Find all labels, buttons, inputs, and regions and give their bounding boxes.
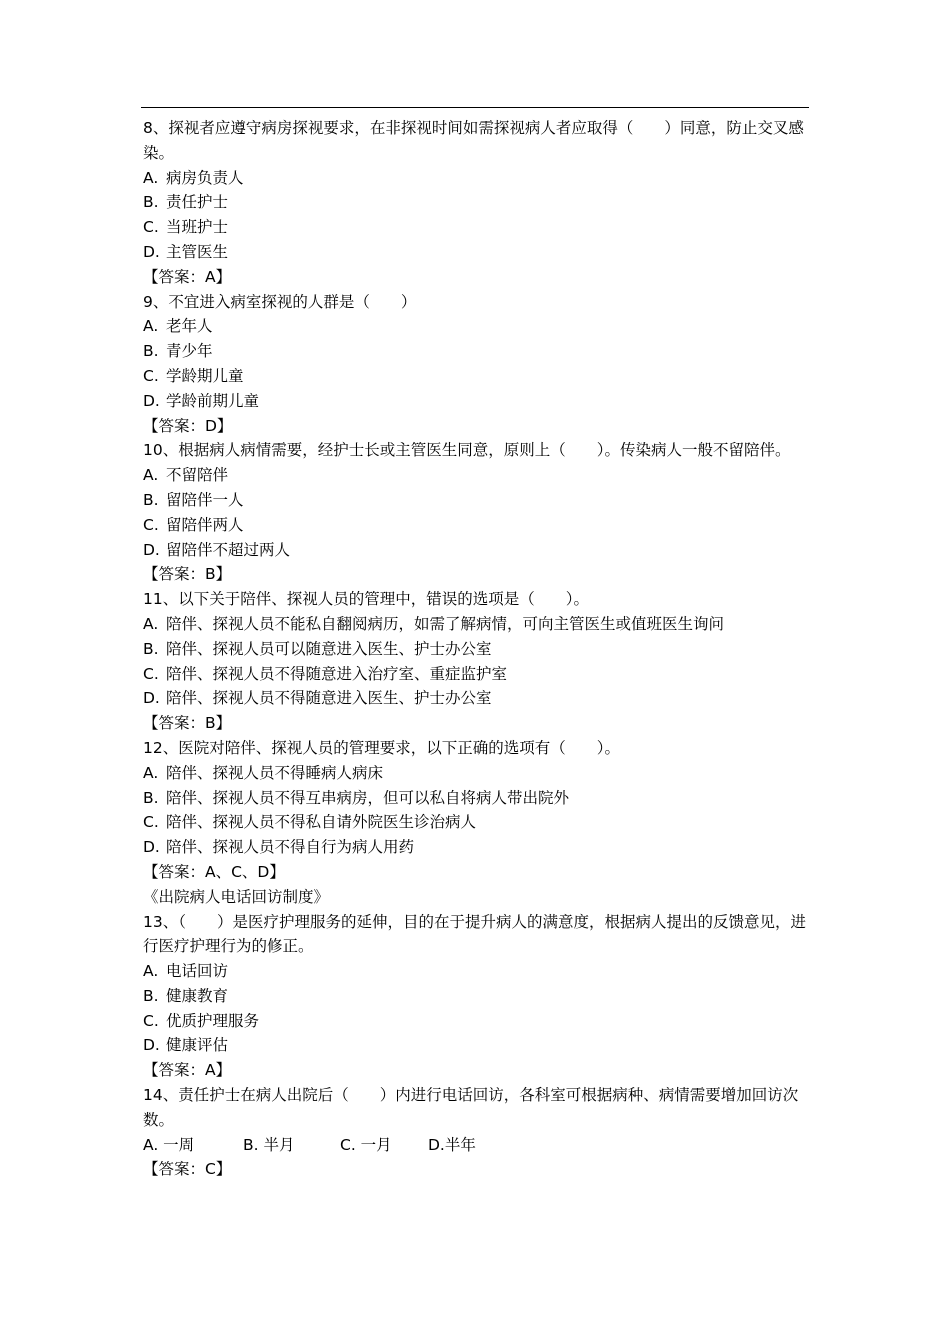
answer: 【答案：D】 <box>143 416 233 435</box>
option-d: D. 陪伴、探视人员不得随意进入医生、护士办公室 <box>143 689 492 708</box>
option-d: D. 留陪伴不超过两人 <box>143 540 291 559</box>
question-stem: 12、医院对陪伴、探视人员的管理要求，以下正确的选项有（ ）。 <box>143 738 620 757</box>
option-a: A. 一周 <box>143 1135 195 1154</box>
answer: 【答案：C】 <box>143 1160 232 1179</box>
question-stem: 14、责任护士在病人出院后（ ）内进行电话回访，各科室可根据病种、病情需要增加回访次数。 <box>143 1086 799 1129</box>
question-stem: 11、以下关于陪伴、探视人员的管理中，错误的选项是（ ）。 <box>143 590 589 609</box>
option-a: A. 老年人 <box>143 317 213 336</box>
option-b: B. 陪伴、探视人员不得互串病房，但可以私自将病人带出院外 <box>143 788 570 807</box>
option-a: A. 病房负责人 <box>143 168 244 187</box>
option-b: B. 健康教育 <box>143 986 229 1005</box>
option-b: B. 留陪伴一人 <box>143 490 244 509</box>
document-body <box>143 116 809 1182</box>
option-d: D. 陪伴、探视人员不得自行为病人用药 <box>143 838 415 857</box>
inline-options <box>143 1133 809 1158</box>
answer: 【答案：A】 <box>143 1061 232 1080</box>
question-stem: 10、根据病人病情需要，经护士长或主管医生同意，原则上（ ）。传染病人一般不留陪伴。 <box>143 441 791 460</box>
option-c: C. 陪伴、探视人员不得私自请外院医生诊治病人 <box>143 813 477 832</box>
option-c: C. 陪伴、探视人员不得随意进入治疗室、重症监护室 <box>143 664 508 683</box>
header-rule <box>141 107 809 108</box>
option-d: D. 主管医生 <box>143 242 229 261</box>
option-b: B. 责任护士 <box>143 193 229 212</box>
option-a: A. 不留陪伴 <box>143 466 229 485</box>
question-stem: 13、（ ）是医疗护理服务的延伸，目的在于提升病人的满意度，根据病人提出的反馈意见，进行医疗护理行为的修正。 <box>143 912 806 956</box>
option-d: D. 学龄前期儿童 <box>143 391 260 410</box>
option-a: A. 陪伴、探视人员不能私自翻阅病历，如需了解病情，可向主管医生或值班医生询问 <box>143 614 725 633</box>
option-c: C. 留陪伴两人 <box>143 515 244 534</box>
option-b: B. 半月 <box>243 1135 295 1154</box>
question-stem: 8、探视者应遵守病房探视要求，在非探视时间如需探视病人者应取得（ ）同意，防止交叉感染。 <box>143 119 804 162</box>
option-c: C. 优质护理服务 <box>143 1011 260 1030</box>
answer: 【答案：A、C、D】 <box>143 862 285 881</box>
option-a: A. 电话回访 <box>143 962 229 981</box>
option-c: C. 学龄期儿童 <box>143 366 244 385</box>
option-c: C. 一月 <box>340 1135 392 1154</box>
option-d: D. 健康评估 <box>143 1036 229 1055</box>
option-a: A. 陪伴、探视人员不得睡病人病床 <box>143 763 384 782</box>
answer: 【答案：B】 <box>143 714 232 733</box>
answer: 【答案：A】 <box>143 267 232 286</box>
option-d: D.半年 <box>428 1135 476 1154</box>
option-b: B. 青少年 <box>143 342 213 361</box>
answer: 【答案：B】 <box>143 565 232 584</box>
option-c: C. 当班护士 <box>143 218 229 237</box>
question-stem: 9、不宜进入病室探视的人群是（ ） <box>143 292 417 311</box>
option-b: B. 陪伴、探视人员可以随意进入医生、护士办公室 <box>143 639 492 658</box>
section-title: 《出院病人电话回访制度》 <box>143 887 330 906</box>
